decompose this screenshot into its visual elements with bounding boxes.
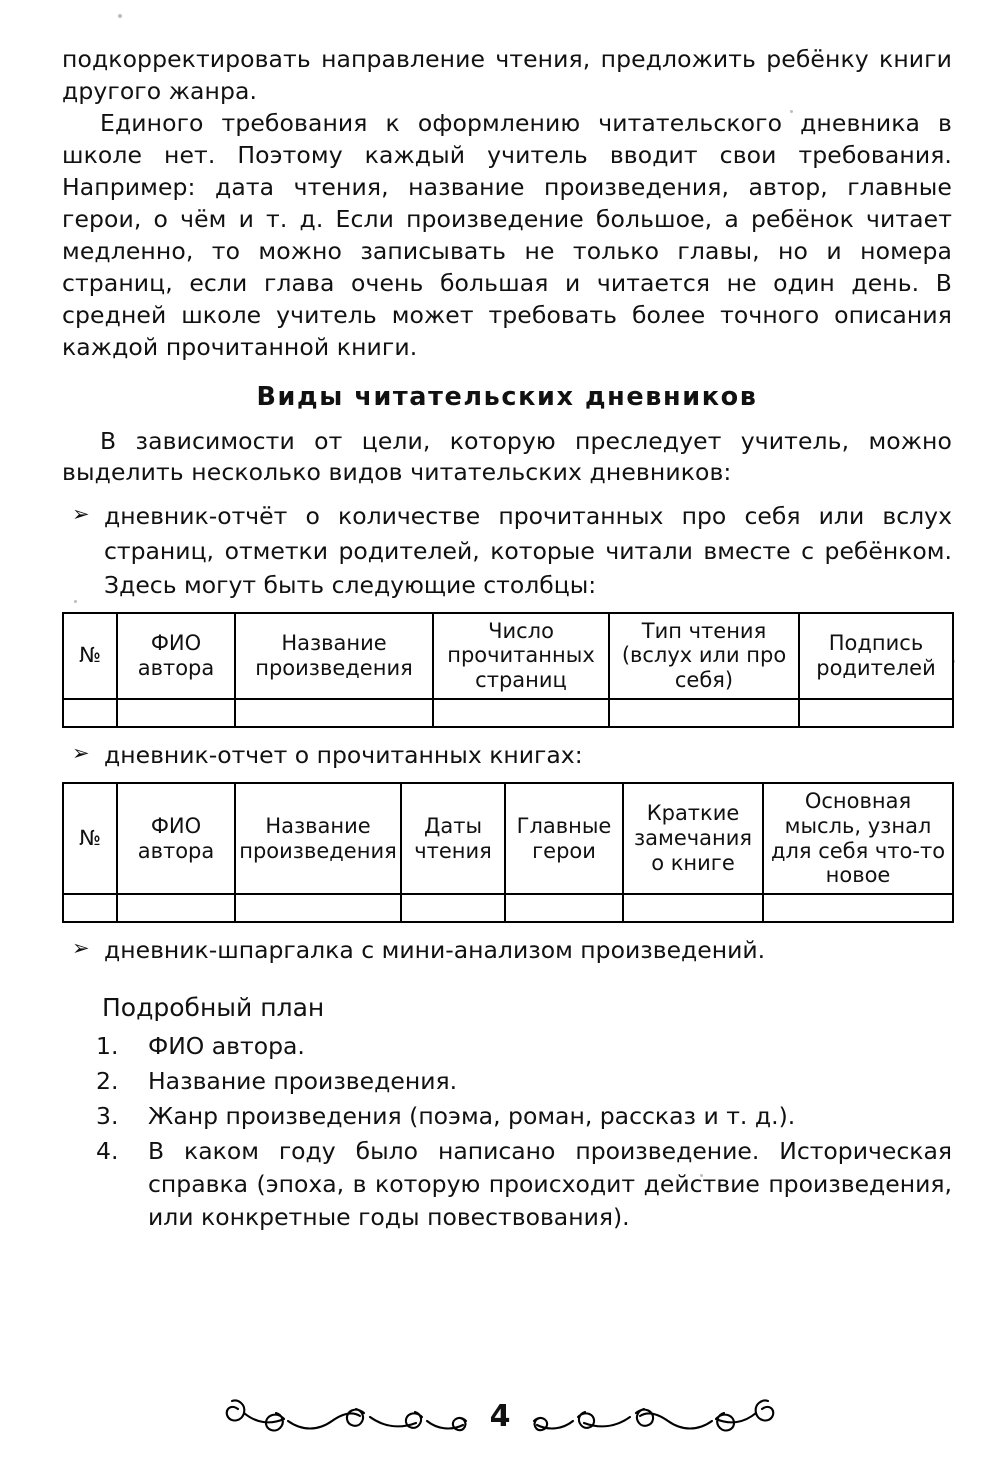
- table-header-cell: Даты чтения: [401, 783, 505, 894]
- table-header-cell: Краткие замечания о книге: [623, 783, 763, 894]
- table-header-cell: Название произведения: [235, 613, 433, 699]
- ornament-right-icon: [528, 1391, 778, 1443]
- arrow-bullet-icon: ➢: [72, 502, 90, 527]
- table-header-cell: Основная мысль, узнал для себя что-то новое: [763, 783, 953, 894]
- page-footer: [0, 1391, 1000, 1443]
- table-cell: [763, 894, 953, 922]
- table-header-cell: ФИО автора: [117, 783, 235, 894]
- list-item: [62, 933, 952, 967]
- table-cell: [63, 894, 117, 922]
- section-heading: Виды читательских дневников: [256, 381, 758, 412]
- table-cell: [63, 699, 117, 727]
- ornament-left-icon: [222, 1391, 472, 1443]
- plan-list-item: В каком году было написано произведение. Историческая справка (эпоха, в которую происходит действие произведения, или конкретные годы повествования).: [148, 1136, 952, 1231]
- table-cell: [799, 699, 953, 727]
- report-pages-table: [62, 612, 954, 728]
- table-cell: [505, 894, 623, 922]
- paper-speck: [118, 14, 122, 18]
- paragraph-1: подкорректировать направление чтения, предложить ребёнку книги другого жанра.: [62, 45, 952, 105]
- table-cell: [433, 699, 609, 727]
- plan-list-item: Жанр произведения (поэма, роман, рассказ и т. д.).: [148, 1101, 796, 1130]
- table-cell: [235, 894, 401, 922]
- table-cell: [235, 699, 433, 727]
- page-number: 4: [489, 1399, 511, 1434]
- table-cell: [117, 699, 235, 727]
- plan-list-item: ФИО автора.: [148, 1032, 305, 1061]
- table-cell: [623, 894, 763, 922]
- list-item-text: дневник-отчёт о количестве прочитанных про себя или вслух страниц, отметки родителей, которые читали вместе с ребёнком. Здесь могут быть следующие столбцы:: [104, 502, 952, 599]
- list-item: [62, 738, 952, 772]
- intro-paragraph: В зависимости от цели, которую преследует учитель, можно выделить несколько видов читательских дневников:: [62, 426, 952, 487]
- table-header-row: [63, 783, 953, 894]
- paragraph-2: Единого требования к оформлению читательского дневника в школе нет. Поэтому каждый учитель вводит свои требования. Например: дата чтения, название произведения, автор, главные герои, о чём и т. д. Если произведение большое, а ребёнок читает медленно, то можно записывать не только главы, но и номера страниц, если глава очень большая и читается не один день. В средней школе учитель может требовать более точного описания каждой прочитанной книги.: [62, 108, 952, 361]
- table-cell: [117, 894, 235, 922]
- page-content: [62, 44, 952, 1235]
- table-header-cell: Главные герои: [505, 783, 623, 894]
- table-cell: [609, 699, 799, 727]
- table-cell: [401, 894, 505, 922]
- table-header-cell: Подпись родителей: [799, 613, 953, 699]
- table-header-cell: Тип чтения (вслух или про себя): [609, 613, 799, 699]
- table-header-cell: ФИО автора: [117, 613, 235, 699]
- subsection-title: Подробный план: [102, 993, 325, 1023]
- table-header-row: [63, 613, 953, 699]
- table-header-cell: №: [63, 783, 117, 894]
- arrow-bullet-icon: ➢: [72, 740, 90, 765]
- table-header-cell: №: [63, 613, 117, 699]
- table-header-cell: Число прочитанных страниц: [433, 613, 609, 699]
- arrow-bullet-icon: ➢: [72, 936, 90, 961]
- plan-list: [62, 1030, 952, 1233]
- table-row: [63, 699, 953, 727]
- table-header-cell: Название произведения: [235, 783, 401, 894]
- list-item-text: дневник-шпаргалка с мини-анализом произведений.: [104, 936, 766, 965]
- list-item-text: дневник-отчет о прочитанных книгах:: [104, 740, 583, 769]
- table-row: [63, 894, 953, 922]
- report-books-table: [62, 782, 954, 923]
- list-item: [62, 499, 952, 601]
- plan-list-item: Название произведения.: [148, 1067, 458, 1095]
